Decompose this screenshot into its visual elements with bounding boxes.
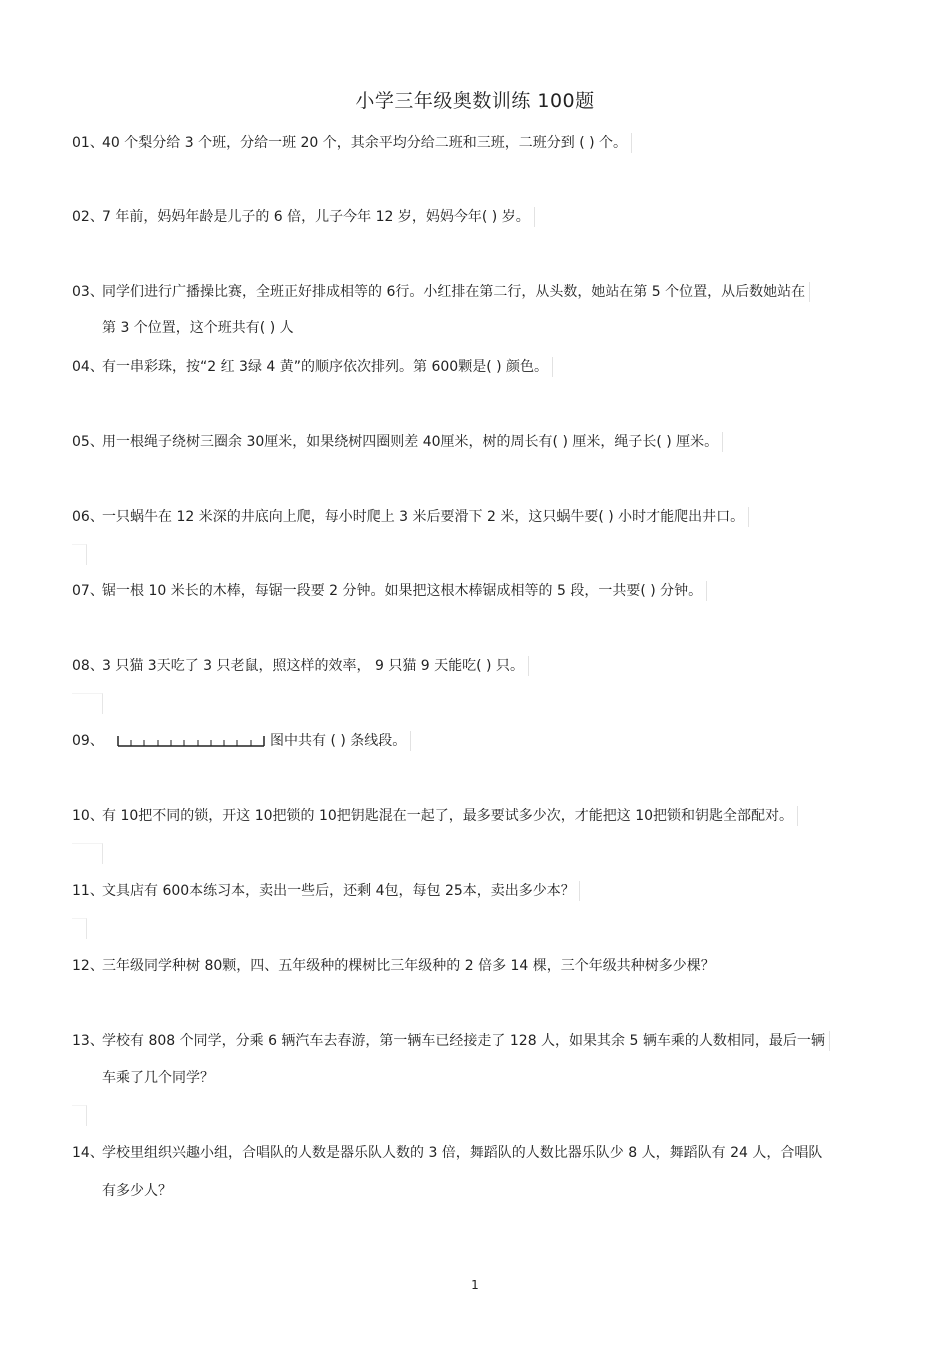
question-03-continuation: 第 3 个位置，这个班共有( ) 人 <box>102 320 294 336</box>
question-number: 13、 <box>72 1033 104 1049</box>
question-number: 04、 <box>72 359 104 375</box>
question-text: 有一串彩珠，按“2 红 3绿 4 黄”的顺序依次排列。第 600颗是( ) 颜色。 <box>102 359 549 375</box>
scan-artifact <box>72 544 87 565</box>
question-13-continuation: 车乘了几个同学？ <box>102 1070 214 1086</box>
question-text: 7 年前，妈妈年龄是儿子的 6 倍，儿子今年 12 岁，妈妈今年( ) 岁。 <box>102 209 530 225</box>
question-10 <box>72 806 798 826</box>
page-title: 小学三年级奥数训练 100题 <box>355 90 595 112</box>
question-09 <box>72 731 411 751</box>
scan-artifact <box>72 843 103 864</box>
question-number: 02、 <box>72 209 104 225</box>
question-number: 11、 <box>72 883 104 899</box>
question-number: 12、 <box>72 958 104 974</box>
question-text: 同学们进行广播操比赛，全班正好排成相等的 6行。小红排在第二行，从头数，她站在第 5 个位置，从后数她站在 <box>102 284 806 300</box>
page-number: 1 <box>471 1278 479 1292</box>
question-text: 学校里组织兴趣小组，合唱队的人数是器乐队人数的 3 倍，舞蹈队的人数比器乐队少 8 人，舞蹈队有 24 人，合唱队 <box>102 1145 823 1161</box>
question-number: 10、 <box>72 808 104 824</box>
scan-artifact <box>72 693 103 714</box>
question-text: 锯一根 10 米长的木棒，每锯一段要 2 分钟。如果把这根木棒锯成相等的 5 段，一共要( ) 分钟。 <box>102 583 703 599</box>
question-02 <box>72 207 535 227</box>
question-text: 学校有 808 个同学，分乘 6 辆汽车去春游，第一辆车已经接走了 128 人，如果其余 5 辆车乘的人数相同，最后一辆 <box>102 1033 825 1049</box>
question-text: 40 个梨分给 3 个班，分给一班 20 个，其余平均分给二班和三班，二班分到 ( ) 个。 <box>102 135 628 151</box>
question-14 <box>72 1143 822 1163</box>
question-text: 3 只猫 3天吃了 3 只老鼠，照这样的效率， 9 只猫 9 天能吃( ) 只。 <box>102 658 524 674</box>
question-text: 有 10把不同的锁，开这 10把锁的 10把钥匙混在一起了，最多要试多少次，才能把这 10把锁和钥匙全部配对。 <box>102 808 794 824</box>
question-01 <box>72 133 632 153</box>
question-number: 07、 <box>72 583 104 599</box>
question-11 <box>72 881 580 901</box>
question-number: 09、 <box>72 733 104 749</box>
question-03 <box>72 282 810 302</box>
line-segment-figure <box>116 734 266 748</box>
question-number: 05、 <box>72 434 104 450</box>
question-number: 03、 <box>72 284 104 300</box>
question-14-continuation: 有多少人？ <box>102 1183 172 1199</box>
question-05 <box>72 432 723 452</box>
scan-artifact <box>72 918 87 939</box>
question-text: 三年级同学种树 80颗，四、五年级种的棵树比三年级种的 2 倍多 14 棵，三个年级共种树多少棵？ <box>102 958 715 974</box>
question-text: 文具店有 600本练习本，卖出一些后，还剩 4包，每包 25本，卖出多少本？ <box>102 883 575 899</box>
question-text: 图中共有 ( ) 条线段。 <box>270 733 407 749</box>
question-text: 一只蜗牛在 12 米深的井底向上爬，每小时爬上 3 米后要滑下 2 米，这只蜗牛要( ) 小时才能爬出井口。 <box>102 509 745 525</box>
scan-artifact <box>72 1105 87 1126</box>
question-text: 用一根绳子绕树三圈余 30厘米，如果绕树四圈则差 40厘米，树的周长有( ) 厘米，绳子长( ) 厘米。 <box>102 434 719 450</box>
question-08 <box>72 656 529 676</box>
question-07 <box>72 581 707 601</box>
question-06 <box>72 507 749 527</box>
question-12 <box>72 956 715 976</box>
question-13 <box>72 1031 830 1051</box>
question-04 <box>72 357 553 377</box>
question-number: 14、 <box>72 1145 104 1161</box>
question-number: 06、 <box>72 509 104 525</box>
question-number: 08、 <box>72 658 104 674</box>
question-number: 01、 <box>72 135 104 151</box>
